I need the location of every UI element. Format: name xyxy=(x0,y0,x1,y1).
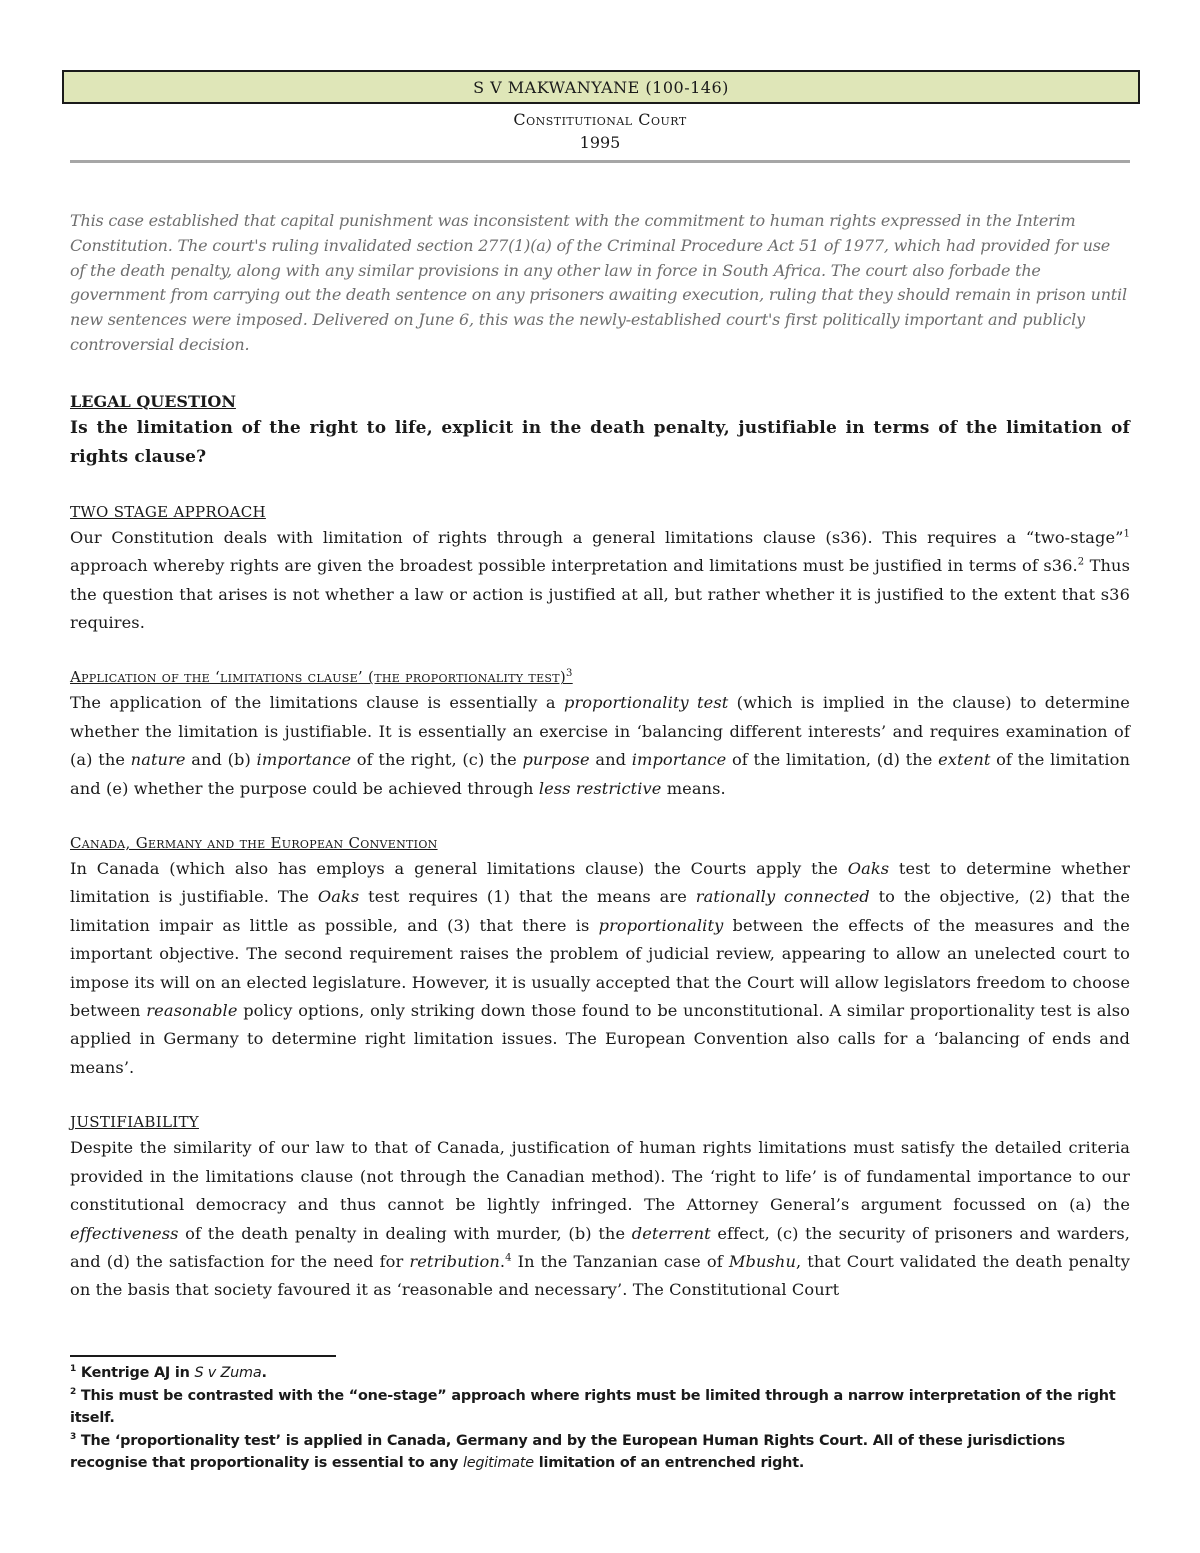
canada-heading: Canada, Germany and the European Convention xyxy=(70,834,438,853)
two-stage-heading: TWO STAGE APPROACH xyxy=(70,502,266,521)
footnote-ref-3: 3 xyxy=(566,668,573,680)
footnote-ref-1: 1 xyxy=(1123,528,1130,540)
legal-question-heading: LEGAL QUESTION xyxy=(70,391,236,411)
two-stage-paragraph: Our Constitution deals with limitation of rights through a general limitations clause (s36). This requires a “two-stage”$^1$ approach whereby rights are given the broadest possible interpretation and limitations must be justified in terms of s36.$^2$ Thus the question that arises is not whether a law or action is justified at all, but rather whether it is justified to the extent that s36 requires. xyxy=(70,527,1130,632)
footnotes xyxy=(70,1362,1130,1475)
justifiability-heading: JUSTIFIABILITY xyxy=(70,1113,199,1132)
footnote-2: $^2$ This must be contrasted with the “one-stage” approach where rights must be limited through a narrow interpretation of the right itself. xyxy=(70,1386,1116,1427)
footnote-3: $^3$ The ‘proportionality test’ is applied in Canada, Germany and by the European Human Rights Court. All of these jurisdictions recognise that proportionality is essential to any legitimate limitation of an entrenched right. xyxy=(70,1431,1065,1472)
application-paragraph: The application of the limitations clause is essentially a proportionality test (which is implied in the clause) to determine whether the limitation is justifiable. It is essentially an exercise in ‘balancing different interests’ and requires examination of (a) the nature and (b) importance of the right, (c) the purpose and importance of the limitation, (d) the extent of the limitation and (e) whether the purpose could be achieved through less restrictive means. xyxy=(70,693,1130,798)
footnote-divider xyxy=(70,1355,336,1357)
case-title-box xyxy=(62,70,1140,104)
legal-question-text: Is the limitation of the right to life, explicit in the death penalty, justifiable in terms of the limitation of rights clause? xyxy=(70,417,1130,467)
case-year: 1995 xyxy=(579,133,621,152)
footnote-ref-4: 4 xyxy=(505,1252,512,1264)
footnote-ref-2: 2 xyxy=(1077,556,1085,568)
canada-paragraph: In Canada (which also has employs a general limitations clause) the Courts apply the Oaks test to determine whether limitation is justifiable. The Oaks test requires (1) that the means are rationally connected to the objective, (2) that the limitation impair as little as possible, and (3) that there is proportionality between the effects of the measures and the important objective. The second requirement raises the problem of judicial review, appearing to allow an unelected court to impose its will on an elected legislature. However, it is usually accepted that the Court will allow legislators freedom to choose between reasonable policy options, only striking down those found to be unconstitutional. A similar proportionality test is also applied in Germany to determine right limitation issues. The European Convention also calls for a ‘balancing of ends and means’. xyxy=(70,859,1130,1077)
header-divider xyxy=(70,160,1130,163)
case-title: S V MAKWANYANE (100-146) xyxy=(473,77,729,97)
court-name: Constitutional Court xyxy=(513,110,687,129)
page-body xyxy=(70,70,1130,1305)
application-heading: Application of the ‘limitations clause’ (the proportionality test)$^3$ xyxy=(70,668,573,687)
case-summary: This case established that capital punishment was inconsistent with the commitment to human rights expressed in the Interim Constitution. The court's ruling invalidated section 277(1)(a) of the Criminal Procedure Act 51 of 1977, which had provided for use of the death penalty, along with any similar provisions in any other law in force in South Africa. The court also forbade the government from carrying out the death sentence on any prisoners awaiting execution, ruling that they should remain in prison until new sentences were imposed. Delivered on June 6, this was the newly-established court's first politically important and publicly controversial decision. xyxy=(70,211,1127,354)
justifiability-paragraph: Despite the similarity of our law to that of Canada, justification of human rights limitations must satisfy the detailed criteria provided in the limitations clause (not through the Canadian method). The ‘right to life’ is of fundamental importance to our constitutional democracy and thus cannot be lightly infringed. The Attorney General’s argument focussed on (a) the effectiveness of the death penalty in dealing with murder, (b) the deterrent effect, (c) the security of prisoners and warders, and (d) the satisfaction for the need for retribution.$^4$ In the Tanzanian case of Mbushu, that Court validated the death penalty on the basis that society favoured it as ‘reasonable and necessary’. The Constitutional Court xyxy=(70,1138,1130,1300)
footnote-1: $^1$ Kentrige AJ in S v Zuma. xyxy=(70,1364,267,1381)
